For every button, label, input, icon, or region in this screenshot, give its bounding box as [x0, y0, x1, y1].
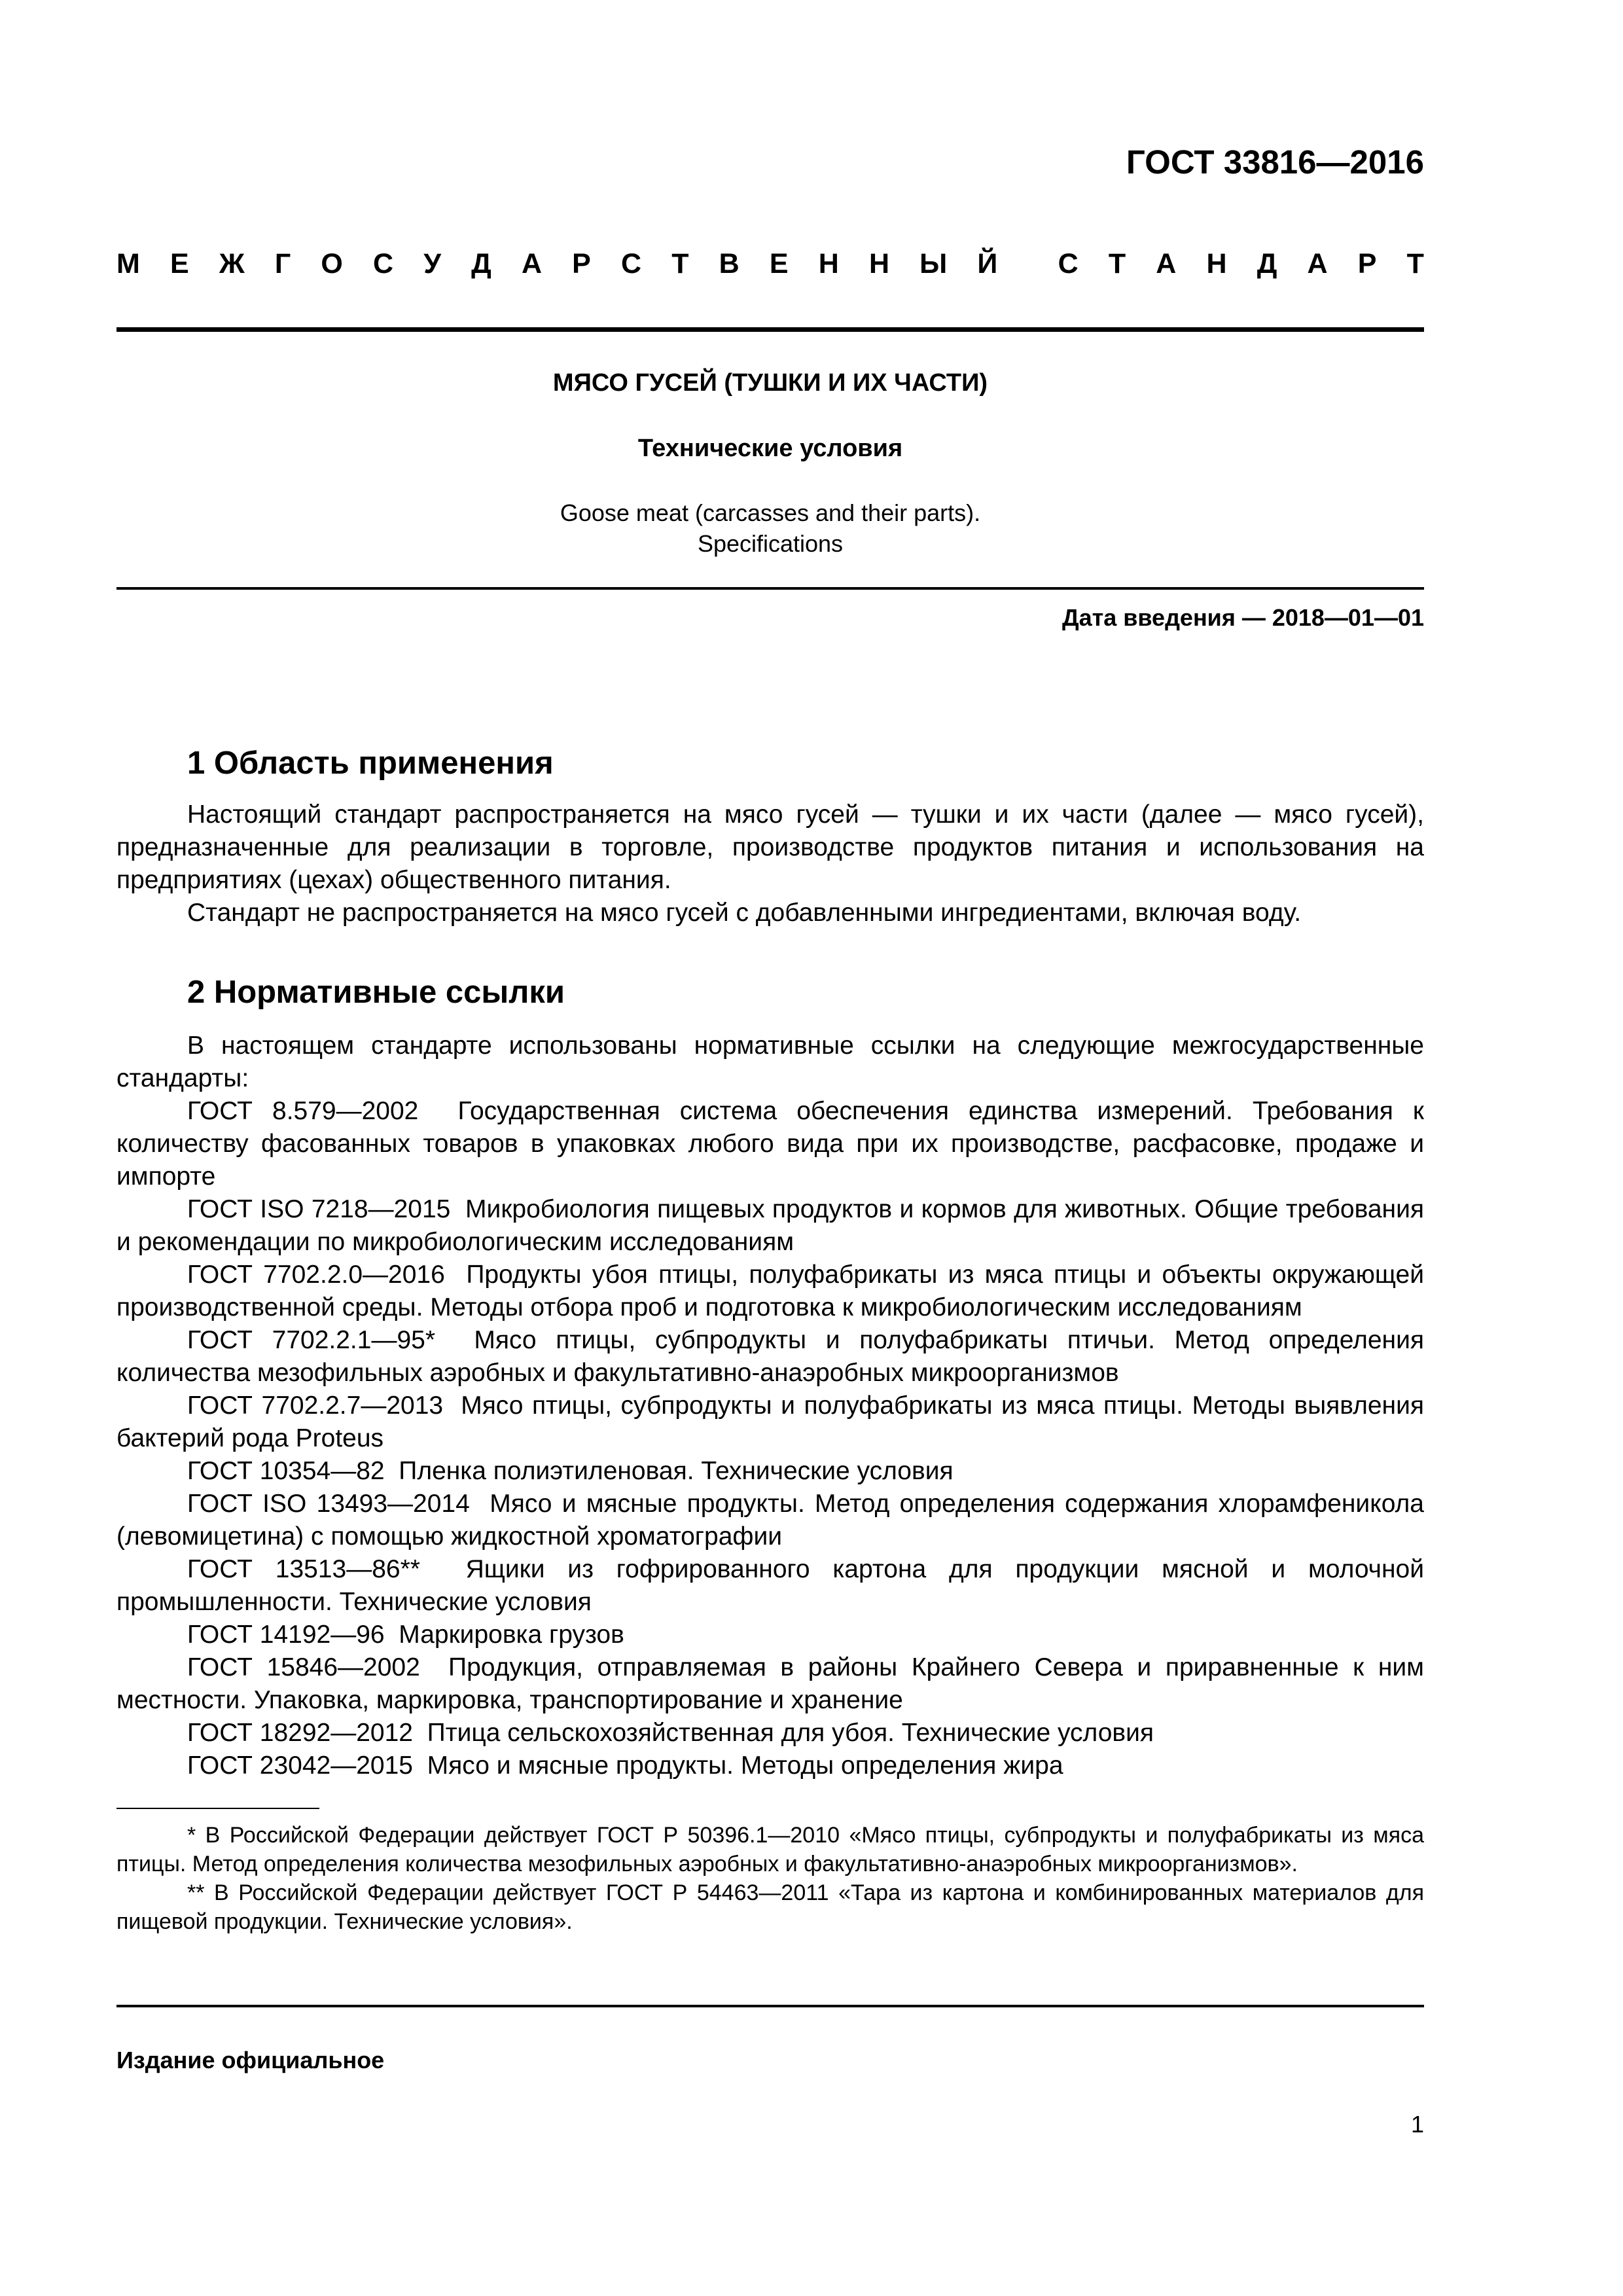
reference-item: ГОСТ 13513—86** Ящики из гофрированного картона для продукции мясной и молочной промышленности. Технические условия — [116, 1555, 1431, 1616]
reference-item: ГОСТ 23042—2015 Мясо и мясные продукты. Методы определения жира — [187, 1751, 1063, 1780]
standard-kind-letter: Т — [1406, 248, 1424, 279]
introduction-date: Дата введения — 2018—01—01 — [1061, 604, 1424, 631]
standard-kind-letter: Т — [1108, 248, 1126, 279]
standard-kind-letter: Д — [1257, 248, 1277, 279]
section-heading-scope: 1 Область применения — [187, 745, 554, 781]
standard-kind-letter: Р — [572, 248, 591, 279]
standard-kind-letter: А — [521, 248, 542, 279]
standard-kind-letter: Е — [769, 248, 789, 279]
footer-divider — [116, 2005, 1424, 2007]
standard-kind-letter: Н — [868, 248, 889, 279]
standard-kind-letter: С — [621, 248, 642, 279]
reference-item: ГОСТ 7702.2.0—2016 Продукты убоя птицы, полуфабрикаты из мяса птицы и объекты окружающей производственной среды. Методы отбора проб и подготовка к микробиологическим исследованиям — [116, 1261, 1431, 1321]
reference-item: ГОСТ 10354—82 Пленка полиэтиленовая. Технические условия — [187, 1457, 954, 1485]
standard-kind-letter: М — [116, 248, 140, 279]
reference-item: ГОСТ ISO 7218—2015 Микробиология пищевых продуктов и кормов для животных. Общие требования и рекомендации по микробиологическим исследованиям — [116, 1195, 1431, 1256]
standard-kind-letter: А — [1156, 248, 1177, 279]
standard-kind-letter: Р — [1357, 248, 1377, 279]
standard-kind-letter: Т — [671, 248, 689, 279]
page-number: 1 — [1410, 2111, 1424, 2138]
paragraph: Стандарт не распространяется на мясо гусей с добавленными ингредиентами, включая воду. — [187, 899, 1302, 927]
section-body-references — [116, 1030, 1431, 1782]
standard-kind-letter: Й — [977, 248, 998, 279]
edition-label: Издание официальное — [116, 2047, 385, 2073]
reference-item: ГОСТ 15846—2002 Продукция, отправляемая в районы Крайнего Севера и приравненные к ним местности. Упаковка, маркировка, транспортирование и хранение — [116, 1653, 1431, 1714]
standard-kind-letter: Е — [169, 248, 189, 279]
footnote: * В Российской Федерации действует ГОСТ Р 50396.1—2010 «Мясо птицы, субпродукты и полуфабрикаты из мяса птицы. Метод определения количества мезофильных аэробных и факультативно-анаэробных микроорганизмов». — [116, 1823, 1424, 1876]
standard-kind-letter: В — [719, 248, 740, 279]
standard-kind-letter: Н — [1206, 248, 1227, 279]
footnotes — [116, 1821, 1424, 1936]
standard-kind-letter: А — [1307, 248, 1328, 279]
standard-kind-heading — [116, 250, 1424, 278]
reference-item: ГОСТ 14192—96 Маркировка грузов — [187, 1621, 624, 1649]
section-heading-references: 2 Нормативные ссылки — [187, 975, 565, 1010]
reference-item: ГОСТ ISO 13493—2014 Мясо и мясные продукты. Метод определения содержания хлорамфеникола (левомицетина) с помощью жидкостной хроматографии — [116, 1490, 1431, 1551]
reference-item: ГОСТ 7702.2.7—2013 Мясо птицы, субпродукты и полуфабрикаты из мяса птицы. Методы выявления бактерий рода Proteus — [116, 1391, 1431, 1452]
english-title-line: Specifications — [697, 530, 844, 557]
standard-kind-letter: Д — [471, 248, 491, 279]
paragraph: В настоящем стандарте использованы нормативные ссылки на следующие межгосударственные стандарты: — [116, 1031, 1424, 1092]
english-title — [116, 497, 1424, 559]
standard-kind-letter: Г — [274, 248, 291, 279]
standard-kind-letter: Н — [818, 248, 839, 279]
standard-kind-letter: Ы — [919, 248, 948, 279]
english-title-line: Goose meat (carcasses and their parts). — [560, 499, 981, 526]
document-page — [116, 0, 1431, 2296]
document-subtitle: Технические условия — [637, 435, 903, 462]
header-divider — [116, 327, 1424, 332]
standard-kind-letter: О — [321, 248, 343, 279]
standard-kind-letter: С — [373, 248, 394, 279]
standard-kind-letter: Ж — [219, 248, 245, 279]
standard-kind-letter: У — [423, 248, 441, 279]
footnote: ** В Российской Федерации действует ГОСТ Р 54463—2011 «Тара из картона и комбинированных материалов для пищевой продукции. Технические условия». — [116, 1880, 1424, 1934]
title-divider — [116, 587, 1424, 590]
reference-item: ГОСТ 8.579—2002 Государственная система обеспечения единства измерений. Требования к количеству фасованных товаров в упаковках любого вида при их производстве, расфасовке, продаже и импорте — [116, 1097, 1431, 1191]
section-body-scope — [116, 798, 1424, 929]
standard-kind-letter: С — [1058, 248, 1079, 279]
paragraph: Настоящий стандарт распространяется на мясо гусей — тушки и их части (далее — мясо гусей), предназначенные для реализации в торговле, производстве продуктов питания и использования на предприятиях (цехах) общественного питания. — [116, 800, 1424, 894]
standard-number: ГОСТ 33816—2016 — [1126, 143, 1424, 181]
document-title: МЯСО ГУСЕЙ (ТУШКИ И ИХ ЧАСТИ) — [552, 369, 988, 397]
footnote-separator — [116, 1808, 319, 1809]
reference-item: ГОСТ 18292—2012 Птица сельскохозяйственная для убоя. Технические условия — [187, 1719, 1154, 1747]
reference-item: ГОСТ 7702.2.1—95* Мясо птицы, субпродукты и полуфабрикаты птичьи. Метод определения количества мезофильных аэробных и факультативно-анаэробных микроорганизмов — [116, 1326, 1431, 1387]
